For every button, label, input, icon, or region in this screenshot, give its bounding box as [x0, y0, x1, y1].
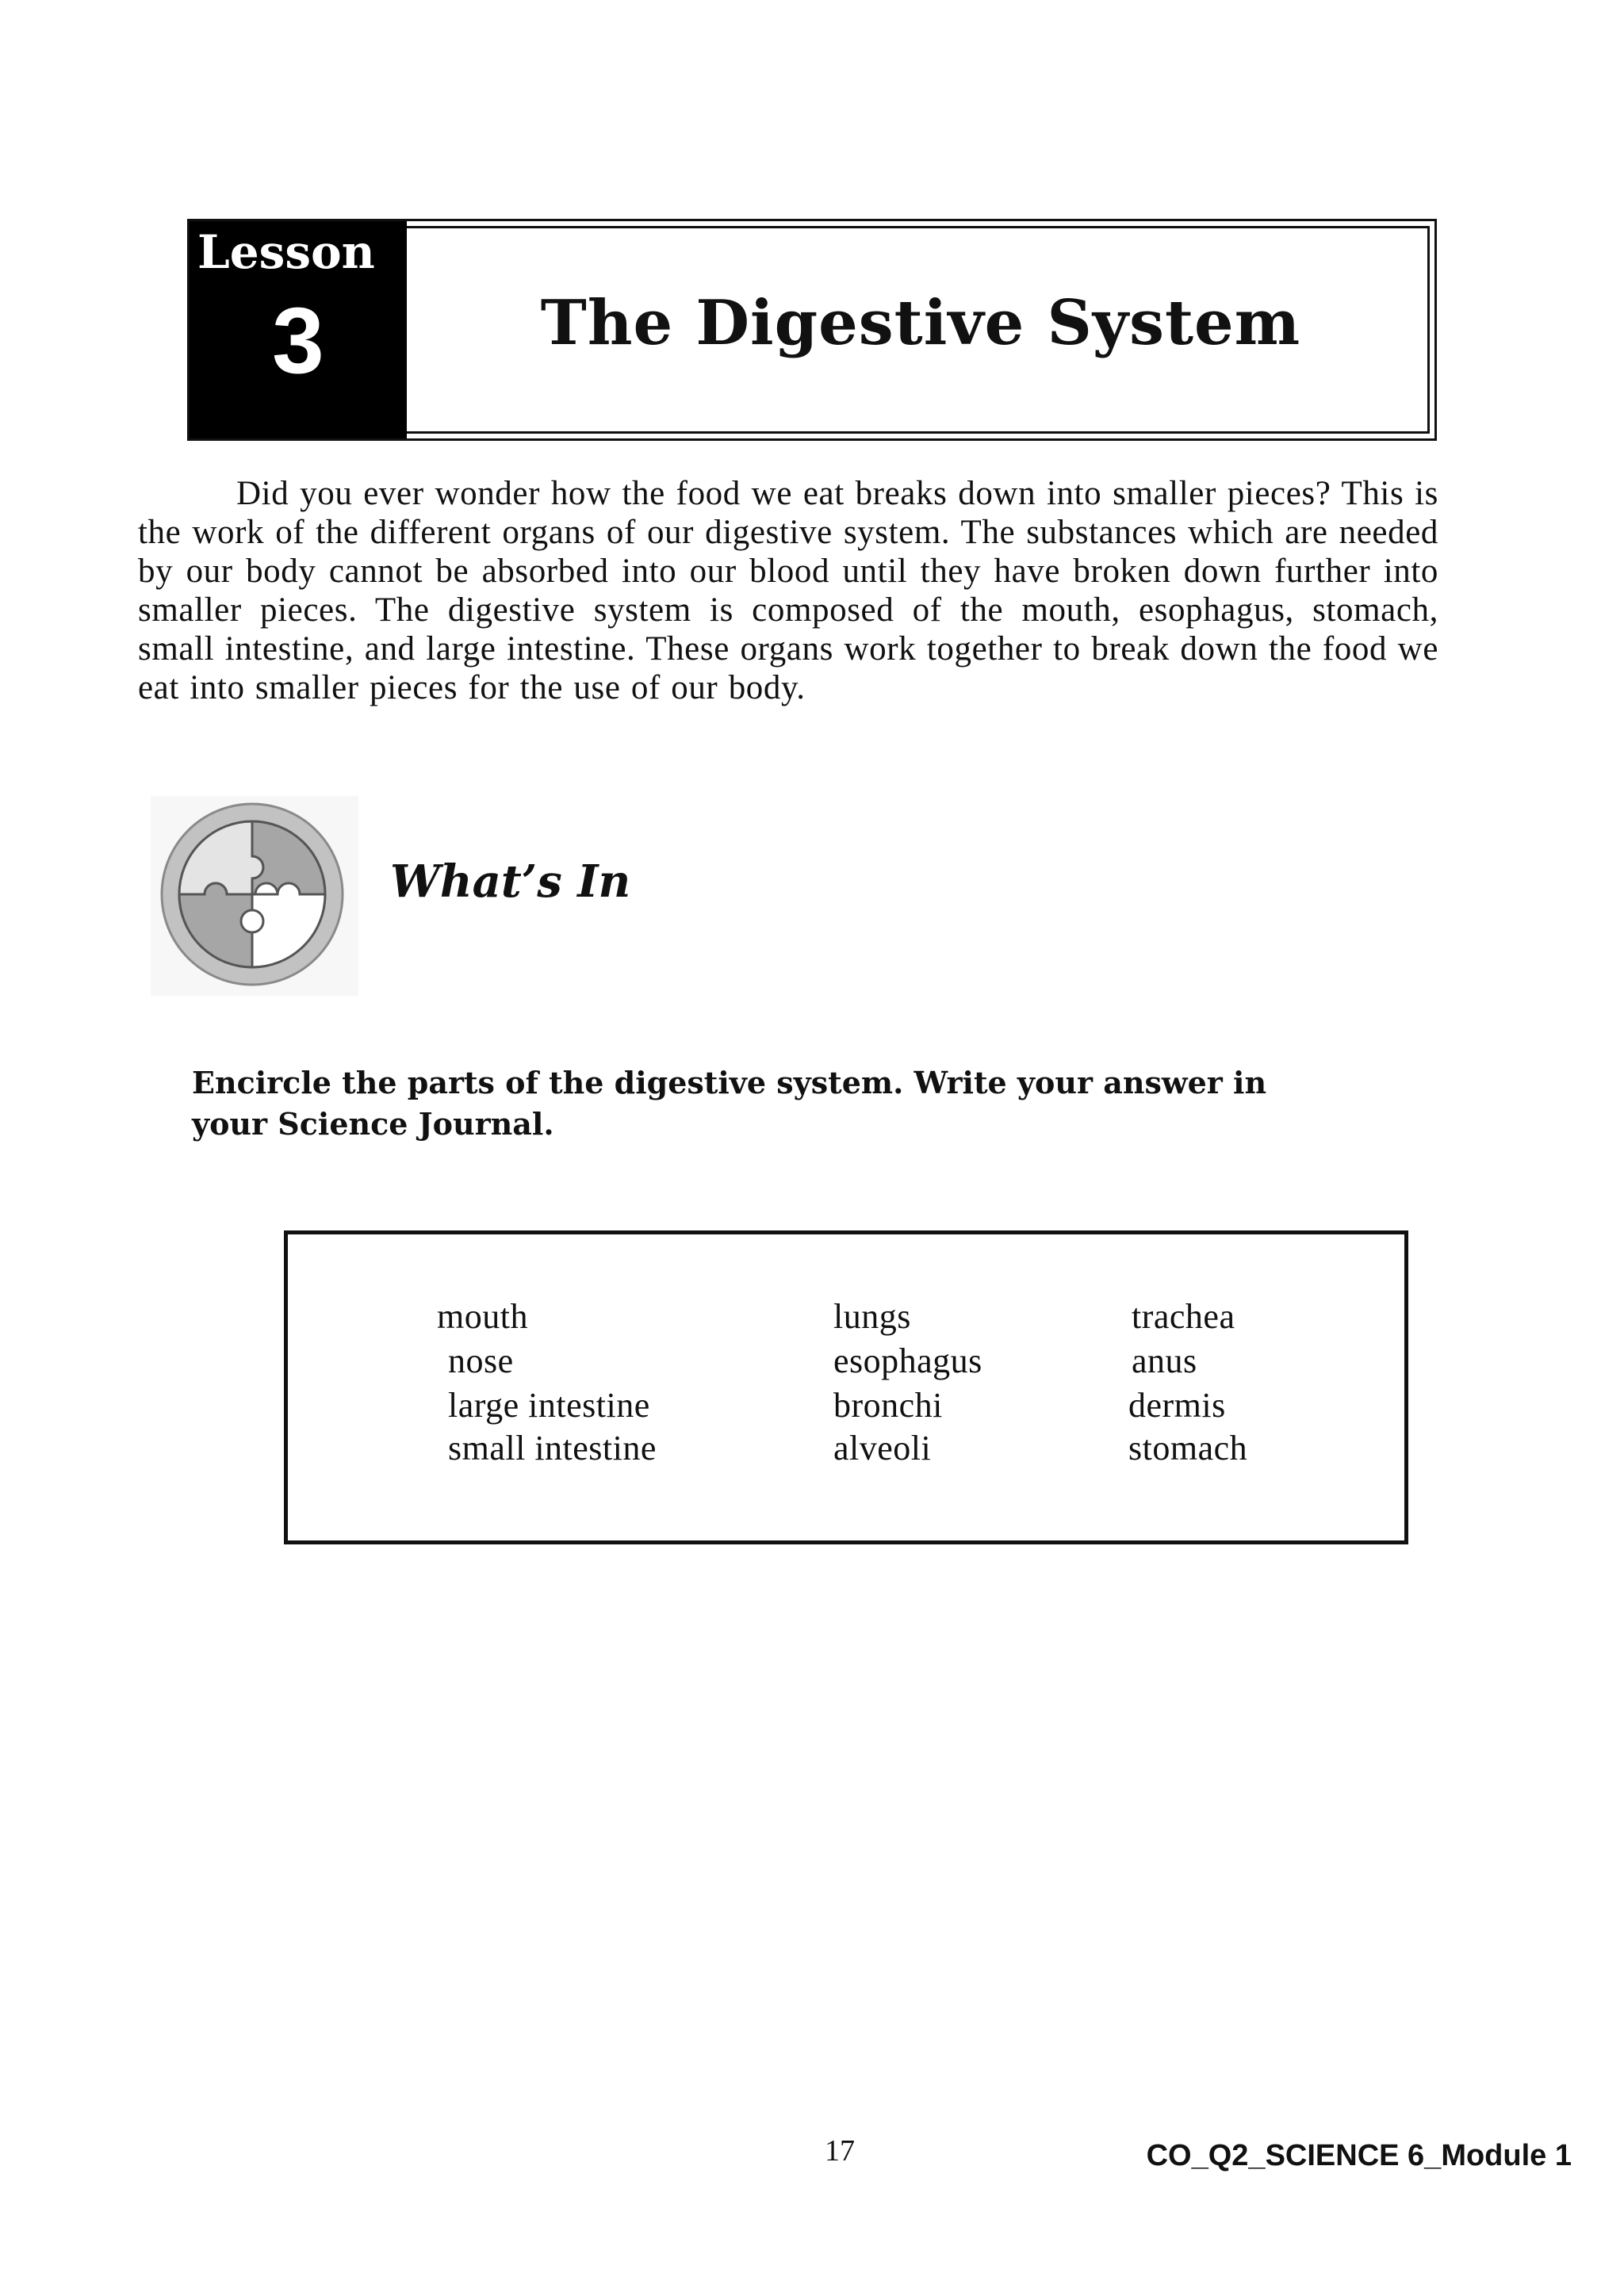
word-item: trachea	[1132, 1297, 1235, 1336]
word-item: stomach	[1128, 1429, 1248, 1468]
puzzle-icon	[151, 796, 358, 996]
word-item: small intestine	[448, 1429, 657, 1468]
word-item: nose	[448, 1341, 514, 1380]
lesson-label: Lesson	[197, 225, 375, 279]
word-box	[284, 1230, 1408, 1544]
lesson-title: The Digestive System	[540, 287, 1301, 359]
word-item: esophagus	[833, 1341, 982, 1380]
section-title: What’s In	[390, 855, 631, 908]
lesson-header	[187, 219, 1437, 441]
word-item: dermis	[1128, 1386, 1226, 1425]
word-item: large intestine	[448, 1386, 650, 1425]
word-item: bronchi	[833, 1386, 943, 1425]
module-code: CO_Q2_SCIENCE 6_Module 1	[1146, 2139, 1572, 2172]
lesson-number: 3	[272, 289, 324, 393]
instruction-text: Encircle the parts of the digestive system. Write your answer in your Science Journal.	[192, 1065, 1267, 1142]
word-item: lungs	[833, 1297, 911, 1336]
word-item: mouth	[437, 1297, 528, 1336]
intro-paragraph: Did you ever wonder how the food we eat breaks down into smaller pieces? This is the work of the different organs of our digestive system. The substances which are needed by our body cannot be absorbed into our blood until they have broken down further into smaller pieces. The digestive system is composed of the mouth, esophagus, stomach, small intestine, and large intestine. These organs work together to break down the food we eat into smaller pieces for the use of our body.	[138, 475, 1438, 706]
word-item: anus	[1132, 1341, 1197, 1380]
word-item: alveoli	[833, 1429, 932, 1468]
page-number: 17	[825, 2134, 855, 2168]
lesson-badge	[190, 221, 407, 438]
